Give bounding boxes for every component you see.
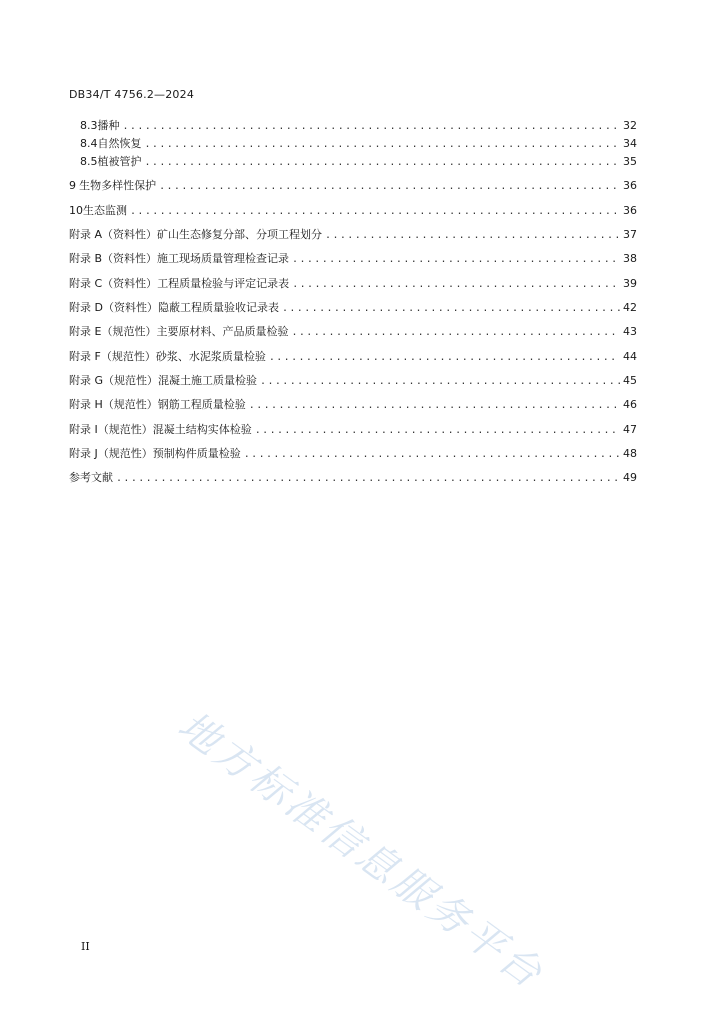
dot-leader [282,300,620,318]
toc-entry[interactable] [69,177,637,195]
toc-entry-page: 45 [623,374,637,387]
toc-entry[interactable] [69,226,637,244]
toc-entry-page: 38 [623,252,637,265]
dot-leader [116,470,620,488]
toc-entry-page: 32 [623,119,637,132]
toc-entry-page: 39 [623,277,637,290]
toc-entry-title: 混凝土结构实体检验 [152,423,252,436]
toc-entry-title: 钢筋工程质量检验 [157,398,246,411]
toc-entry[interactable] [69,117,637,135]
toc-entry-number: 附录 J（规范性） [69,447,153,460]
toc-entry-page: 44 [623,350,637,363]
toc-entry-number: 附录 F（规范性） [69,350,156,363]
toc-entry-title: 预制构件质量检验 [152,447,241,460]
toc-entry-title: 生物多样性保护 [79,179,157,192]
toc-entry-number: 8.4 [80,137,98,150]
toc-entry[interactable] [69,202,637,220]
dot-leader [244,446,620,464]
toc-entry[interactable] [69,348,637,366]
dot-leader [145,136,621,154]
toc-entry-title: 砂浆、水泥浆质量检验 [155,350,266,363]
toc-entry[interactable] [69,396,637,414]
toc-entry-title: 矿山生态修复分部、分项工程划分 [157,228,323,241]
toc-entry-title: 施工现场质量管理检查记录 [157,252,290,265]
toc-entry-number: 附录 G（规范性） [69,374,159,387]
watermark: 地方标准信息服务平台 [169,702,553,999]
toc-entry-number: 附录 D（资料性） [69,301,158,314]
toc-entry-number: 附录 C（资料性） [69,277,158,290]
dot-leader [291,324,620,342]
page-number: II [81,940,90,953]
dot-leader [292,276,620,294]
dot-leader [145,154,621,172]
toc-entry[interactable] [69,135,637,153]
toc-entry-number: 附录 A（资料性） [69,228,158,241]
toc-entry[interactable] [69,372,637,390]
dot-leader [159,178,620,196]
toc-entry-page: 48 [623,447,637,460]
toc-entry-number: 附录 I（规范性） [69,423,153,436]
toc-entry-page: 49 [623,471,637,484]
standard-code: DB34/T 4756.2—2024 [69,88,195,101]
toc-entry-page: 35 [623,155,637,168]
toc-entry-page: 36 [623,204,637,217]
toc-entry[interactable] [69,323,637,341]
toc-entry-number: 附录 H（规范性） [69,398,158,411]
dot-leader [249,397,620,415]
toc-entry[interactable] [69,275,637,293]
dot-leader [123,118,621,136]
dot-leader [292,251,620,269]
toc-entry-number: 8.5 [80,155,98,168]
toc-entry[interactable] [69,250,637,268]
toc-entry-number: 附录 B（资料性） [69,252,158,265]
toc-entry-number: 附录 E（规范性） [69,325,157,338]
toc-entry-page: 43 [623,325,637,338]
dot-leader [325,227,620,245]
toc-entry-page: 42 [623,301,637,314]
toc-entry-title: 工程质量检验与评定记录表 [157,277,290,290]
toc-entry-number: 9 [69,179,76,192]
toc-entry[interactable] [69,299,637,317]
toc-entry-title: 混凝土施工质量检验 [158,374,258,387]
dot-leader [260,373,620,391]
toc-entry-title: 播种 [97,119,120,132]
toc-entry-title: 主要原材料、产品质量检验 [156,325,289,338]
toc-entry-page: 47 [623,423,637,436]
toc-entry-page: 37 [623,228,637,241]
dot-leader [130,203,620,221]
toc-entry-title: 隐蔽工程质量验收记录表 [157,301,279,314]
toc-entry-title: 自然恢复 [97,137,142,150]
toc-entry-title: 生态监测 [83,204,127,217]
toc-entry[interactable] [69,445,637,463]
toc-entry[interactable] [69,469,637,487]
toc-entry[interactable] [69,153,637,171]
toc-entry-page: 36 [623,179,637,192]
toc-entry-number: 8.3 [80,119,98,132]
toc-entry-title: 植被管护 [97,155,142,168]
toc-entry[interactable] [69,421,637,439]
toc-entry-title: 参考文献 [69,471,113,484]
dot-leader [255,422,620,440]
toc-entry-page: 34 [623,137,637,150]
dot-leader [269,349,620,367]
toc-entry-number: 10 [69,204,83,217]
toc-entry-page: 46 [623,398,637,411]
